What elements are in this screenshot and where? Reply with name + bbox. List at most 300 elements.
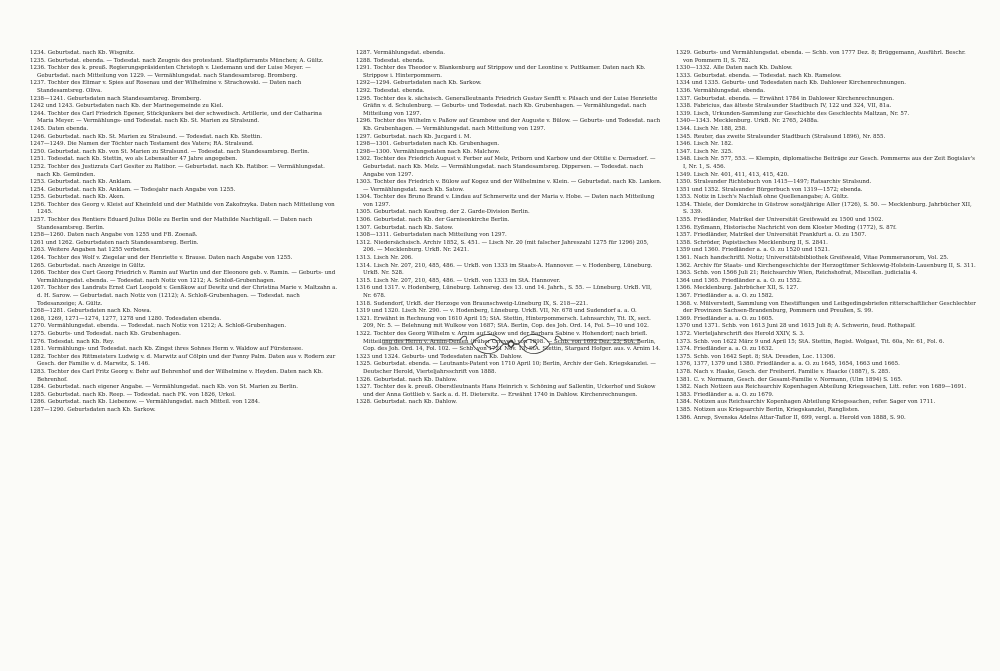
note-entry [30,323,338,331]
note-number: 1266. [30,270,46,277]
note-number: 1308—1311. [356,232,392,239]
note-number: 1246. [30,133,46,140]
note-number: 1356. [676,224,692,231]
note-entry [676,187,976,195]
note-number: 1325. [356,361,372,368]
note-text: Tochter des k. preuß. Regierungspräsidenten Christoph v. Liedemann und der Luise Meyer. — Geburtsdat. nach Mitteilung von 1229. — Vermählungsdat. nach Standesamtsreg. Bromberg. [37,65,311,79]
note-text: Todesdaten ebenda. [165,315,222,322]
note-text: Tochter des Bruno Brand v. Lindau auf Schmerwitz und der Maria v. Hobe. — Daten nach Mitteilung von 1297. [363,194,655,208]
note-text: Tochter des Friedrich v. Bülow auf Kogez und der Wilhelmine v. Klein. — Geburtsdat. nach Kb. Lanken. — Vermählungsdat. nach Kb. Satow. [363,179,662,193]
note-text: Geburtsdaten nach Kb. Sarkow. [393,80,482,87]
note-entry [30,96,338,104]
note-text: Archiv für Staats- und Kirchengeschichte der Herzogtümer Schleswig-Holstein-Lauenburg II, S. 311. [693,262,976,269]
note-text: Tochter des Curt Georg Friedrich v. Ramin auf Wartin und der Eleonore geb. v. Ramin. — Geburts- und Vermählungsdat. ebenda. — Todesdat. nach Notiz von 1212; A. Schloß-Grubenhagen. [37,270,336,284]
note-number: 1298—1301. [356,141,392,148]
note-number: 1382. [676,384,692,391]
note-text: Lisch, Urkunden-Sammlung zur Geschichte des Geschlechts Maltzan, Nr. 57. [693,110,910,117]
note-number: 1235. [30,57,46,64]
note-number: 1295. [356,95,372,102]
note-number: 1355. [676,217,692,224]
note-entry [676,73,976,81]
note-entry [356,141,662,149]
note-number: 1375. [676,353,692,360]
note-text: Vermählungsdaten nach Kb. Malchow. [393,148,501,155]
note-text: Reuter, das zweite Stralsunder Stadtbuch (Stralsund 1896), Nr. 855. [693,133,886,140]
note-text: Geburtsdat. nach Kb. Anklam. — Todesjahr nach Angabe von 1255. [47,186,236,193]
note-number: 1254. [30,186,46,193]
note-number: 1347. [676,148,692,155]
note-number: 1316 und 1317. [356,285,400,292]
note-text: Tochter des Carl Friedrich Egener, Stückjunkers bei der schwedisch. Artillerie, und der Catharina Maria Meyer. — Vermählungs- und Todesdat. nach Kb. St. Marien zu Stralsund. [37,110,322,125]
note-number: 1318. [356,300,372,307]
note-entry [30,399,338,407]
note-entry [30,331,338,339]
note-text: Nach v. Haake, Gesch. der Freiherrl. Familie v. Haacke (1887), S. 285. [693,368,891,375]
note-number: 1275. [30,330,46,337]
note-entry [356,65,662,80]
note-number: 1276. [30,338,46,345]
note-number: 1312. [356,239,372,246]
note-entry [676,179,976,187]
note-text: Tochter des Rentiers Eduard Julius Dölle zu Berlin und der Mathilde Nachtigall. — Daten nach Standesamtsreg. Berlin. [37,217,313,231]
note-number: 1370 und 1371. [676,323,720,330]
note-text: Schb. von 1613 Juni 28 und 1615 Juli 8; A. Schwerin, feud. Rothspalf. [721,323,916,330]
decorative-ornament [380,328,642,360]
note-text: Alle Daten nach Kb. Dahlow. [713,65,793,72]
note-text: Geburtsdat. nach Kb. Anklam. [47,179,132,186]
note-number: 1296. [356,118,372,125]
note-number: 1327. [356,384,372,391]
note-text: Geburtsdat. ebenda. — Todesdat. nach Kb. Ramelow. [693,72,842,79]
note-number: 1251. [30,156,46,163]
note-text: Friedländer a. a. O. zu 1679. [693,391,774,398]
note-entry [676,134,976,142]
note-text: Geburtsdaten nach Mitteilung von 1297. [393,232,507,239]
note-text: Lisch Nr. 290. — v. Hodenberg, Lüneburg. UrkB. VII, Nr. 678 und Sudendorf a. a. O. [401,308,637,315]
note-text: Geburtsdat. nach Anzeige in Gültz. [47,262,146,269]
note-entry [676,285,976,293]
note-number: 1307. [356,224,372,231]
note-number: 1330—1332. [676,65,712,72]
note-entry [676,361,976,369]
note-text: Nach Notizen aus Reichsarchiv Kopenhagen Abteilung Kriegssachen, Litt. refer. von 1689—1691. [693,384,967,391]
note-number: 1354. [676,201,692,208]
column-left [30,50,338,415]
note-number: 1314. [356,262,372,269]
note-text: Friedländer, Matrikel der Universität Frankfurt a. O. zu 1507. [693,232,867,239]
note-text: Friedländer a. a. O. zu 1645, 1654, 1663 und 1665. [756,361,900,368]
note-text: Lisch Nr. 325. [693,148,733,155]
note-number: 1313. [356,255,372,262]
note-number: 1321. [356,315,372,322]
note-entry [30,339,338,347]
note-entry [356,149,662,157]
note-text: Tochter des k. sächsisch. Generalleutnants Friedrich Gustav Senfft v. Pilsach und der Luise Henriette Gräfin v. d. Schulenburg. — Geburts- und Todesdat. nach Kb. Grubenhagen. — Vermählungsdat. nach Mitteilung von 1297. [363,95,658,117]
note-text: Geburtsdat. nach Kb. Jucgard i. M. [373,133,472,140]
note-number: 1378. [676,368,692,375]
note-number: 1265. [30,262,46,269]
note-entry [676,202,976,217]
note-text: Daten ebenda. [47,125,89,132]
note-number: 1268—1281. [30,308,66,315]
note-text: Geburts- und Todesdat. nach Kb. Grubenhagen. [47,330,181,337]
note-text: Notizen aus Reichsarchiv Kopenhagen Abteilung Kriegssachen, refer. Sager von 1711. [693,399,936,406]
note-entry [676,323,976,331]
note-entry [676,263,976,271]
note-entry [30,179,338,187]
note-text: Lisch Nr. 188, 258. [693,125,747,132]
note-entry [30,187,338,195]
note-number: 1287. [356,50,372,56]
note-number: 1374. [676,346,692,353]
note-number: 1333. [676,72,692,79]
note-entry [356,88,662,96]
note-entry [356,194,662,209]
note-text: Schb. von 1566 Juli 21; Reichsarchiv Wien, Reichshofrat, Miscellan. judicialia 4. [693,270,918,277]
note-number: 1381. [676,376,692,383]
note-text: Geburtsdat. nach Kb. Wisgnitz. [47,50,135,56]
note-number: 1315. [356,277,372,284]
note-number: 1252. [30,163,46,170]
note-entry [30,240,338,248]
note-text: Notiz in Lisch's Nachlaß ohne Quellenangabe; A. Gültz. [693,194,849,201]
note-number: 1257. [30,217,46,224]
note-entry [676,346,976,354]
note-text: Tochter des Wilhelm v. Paßow auf Grambow und der Auguste v. Bülow. — Geburts- und Todesdat. nach Kb. Grubenhagen. — Vermählungsdat. nach Mitteilung von 1297. [363,118,661,132]
note-text: Friedländer a. a. O. zu 1605. [693,315,774,322]
note-text: Vermählungs- und Todesdat. nach Kb. Zingst ihres Sohnes Herm v. Waldow auf Fürstensee. [47,346,304,353]
note-number: 1376, 1377, 1379 und 1380. [676,361,755,368]
note-entry [676,50,976,65]
note-number: 1286. [30,399,46,406]
note-text: Stralsunder Richtebuch von 1415—1497; Ratsarchiv Stralsund. [693,179,872,186]
note-entry [676,141,976,149]
note-entry [676,80,976,88]
note-entry [676,255,976,263]
note-entry [30,134,338,142]
note-number: 1386. [676,414,692,421]
note-number: 1353. [676,194,692,201]
note-number: 1336. [676,87,692,94]
note-text: Tochter des k. preuß. Oberstleutnants Hans Heinrich v. Schöning auf Sallentin, Uckerhof und Sukow und der Anna Gottlieb v. Sack a. d. H. Dietersitz. — Erwähnt 1740 in Dahlow. Kirchenrechnungen. [363,384,656,398]
note-text: Geburtsdaten nach Kb. Nowa. [67,308,152,315]
note-text: Friedländer, Matrikel der Universität Greifswald zu 1500 und 1502. [693,217,884,224]
note-entry [30,263,338,271]
note-text: Tochter des Georg v. Kleist auf Kheinfeld und der Mathilde von Zakofrzyka. Daten nach Mitteilung von 1245. [37,201,335,216]
note-entry [30,126,338,134]
note-text: Sudendorf, UrkB. der Herzoge von Braunschweig-Lüneburg IX, S. 218—221. [373,300,589,307]
note-number: 1234. [30,50,46,56]
note-text: C. v. Normann, Gesch. der Gesamt-Familie v. Normann, (Ulm 1894) S. 165. [693,376,903,383]
note-number: 1367. [676,293,692,299]
note-number: 1302. [356,156,372,163]
note-number: 1297. [356,133,372,140]
note-number: 1237. [30,80,46,87]
note-entry [30,247,338,255]
note-text: Tochter des Friedrich August v. Ferber auf Melz, Priborn und Karbow und der Ottilie v. Dernsdorf. — Geburtsdat. nach Kb. Melz. — Vermählungsdat. nach Standesamtsreg. Dippersen. — Todesdat. nach Angabe von 1297. [363,156,656,178]
note-text: Die Namen der Töchter nach Testament des Vaters; RA. Stralsund. [67,141,254,148]
note-text: Friedländer a. a. O. zu 1520 und 1521. [721,247,830,254]
note-entry [356,399,662,407]
note-text: Tochter des Elimar v. Spies auf Rosenau und der Wilhelmine v. Strachowski. — Daten nach Standesamtsreg. Oliva. [37,80,302,94]
note-text: Fabricius, das älteste Stralsunder Stadtbuch IV, 122 und 324, VII, 81a. [693,103,892,110]
note-number: 1292—1294. [356,80,392,87]
note-number: 1358. [676,239,692,246]
note-number: 1338. [676,103,692,110]
note-number: 1247—1249. [30,141,66,148]
note-text: Geburtsdat. nach Kb. Dahlow. [373,376,458,383]
note-entry [30,80,338,95]
note-number: 1238—1241. [30,95,66,102]
note-text: Geburtsdaten nach Kb. der Marinegemeinde zu Kiel. [75,103,224,110]
note-number: 1298—1300. [356,148,392,155]
note-entry [356,361,662,376]
note-number: 1303. [356,179,372,186]
note-number: 1261 und 1262. [30,239,74,246]
note-number: 1263. [30,247,46,254]
note-entry [30,50,338,58]
note-number: 1287—1290. [30,406,66,413]
note-number: 1339. [676,110,692,117]
note-number: 1349. [676,171,692,178]
note-text: Friedländer a. a. O. zu 1552. [721,277,802,284]
note-entry [30,270,338,285]
note-text: Geburtsdat. nach Kb. Satow. [373,224,454,231]
note-text: Friedländer a. a. O. zu 1582. [693,293,774,299]
note-number: 1288. [356,57,372,64]
note-text: Friedländer a. a. O. zu 1632. [693,346,774,353]
note-entry [676,111,976,119]
note-entry [356,118,662,133]
note-number: 1329. [676,50,692,56]
note-number: 1304. [356,194,372,201]
note-text: Geburtsdaten nach Kb. Sarkow. [67,406,156,413]
note-text: Todesdat. ebenda. [373,87,425,94]
note-text: Geburtsdaten nach Standesamtsreg. Berlin. [75,239,199,246]
note-entry [30,308,338,316]
note-number: 1337. [676,95,692,102]
note-entry [356,80,662,88]
note-entry [676,118,976,126]
note-number: 1244. [30,110,46,117]
note-text: Todesdat. nach Kb. Stettin, wo als Lebensalter 47 Jahre angegeben. [47,156,238,163]
note-entry [356,278,662,286]
note-text: Vierteljahrschrift des Herold XXIV, S. 3. [693,330,805,337]
note-text: Lisch Nr. 207, 210, 485, 486. — UrkB. von 1333 im Staats-A. Hannover. — v. Hodenberg, Lüneburg. UrkB. Nr. 528. [363,262,653,277]
note-number: 1357. [676,232,692,239]
note-text: Weitere Angaben hat 1255 verbeten. [47,247,151,254]
note-entry [676,369,976,377]
note-text: Geburts- und Todesdaten nach Kb. Dahlower Kirchenrechnungen. [721,80,906,87]
note-number: 1359 und 1360. [676,247,720,254]
note-entry [356,240,662,255]
note-text: Todesdat. ebenda. [373,57,425,64]
note-entry [356,134,662,142]
note-number: 1326. [356,376,372,383]
note-number: 1255. [30,194,46,201]
note-text: Geburtsdat. nach eigener Angabe. — Vermählungsdat. nach Kb. von St. Marien zu Berlin. [47,384,298,391]
note-entry [676,126,976,134]
note-entry [30,285,338,308]
note-text: Notizen aus Kriegsarchiv Berlin, Kriegskanzlei, Ranglisten. [693,406,860,413]
note-number: 1306. [356,217,372,224]
note-number: 1323 und 1324. [356,353,400,360]
note-entry [676,301,976,316]
note-number: 1281. [30,346,46,353]
note-entry [676,316,976,324]
note-text: Geburts- und Vermählungsdat. ebenda. — Schb. von 1777 Dez. 8; Brüggemann, Ausführl. Beschr. von Pommern II, S. 782. [683,50,966,64]
note-entry [356,255,662,263]
note-entry [30,202,338,217]
note-number: 1267. [30,285,46,292]
note-entry [676,194,976,202]
note-text: Daten nach Angabe von 1255 und FB. Zoenaß. [67,232,198,239]
note-text: Eyßmann, Historische Nachricht von dem Kloster Meding (1772), S. 87f. [693,224,897,231]
note-number: 1253. [30,179,46,186]
note-number: 1285. [30,391,46,398]
note-entry [676,172,976,180]
note-text: Nach handschriftl. Notiz; Universitätsbibliothek Greifswald, Vitae Pommeranorum, Vol. 25. [693,255,949,262]
note-text: Geburtsdat. nach Kb. Dahlow. [373,399,458,406]
note-number: 1305. [356,209,372,216]
note-entry [30,58,338,66]
note-text: Stralsunder Bürgerbuch von 1319—1572; ebenda. [721,186,863,193]
note-entry [676,293,976,301]
note-text: Erwähnt in Rechnung von 1610 April 15; StA. Stettin, Hinterpommersch. Lehnsarchiv, Tit. IX, sect. 209, Nr. 5. — Belehnung mit Wulkow von 1687; StA. Berlin, Cop. des Joh. Ord. 14, Fol. 5—10 und 102. [363,315,651,330]
note-text: Geburts- und Todesdaten nach Kb. Dahlow. [401,353,523,360]
note-number: 1242 und 1243. [30,103,74,110]
note-entry [356,96,662,119]
note-text: Lisch Nr. 577, 553. — Klempin, diplomatische Beiträge zur Gesch. Pommerns aus der Zeit Bogislav's I, Nr. 1, S. 456. [683,156,975,170]
note-number: 1346. [676,141,692,148]
note-text: Tochter des Landrats Ernst Carl Leopold v. Genßkow auf Dewitz und der Christina Marie v. Maltzahn a. d. H. Sarow. — Geburtsdat. nach Notiz von (1212); A. Schloß-Grubenhagen. — Todesdat. nach Todesanzeige; A. Gültz. [37,285,338,307]
note-text: Schröder, Papistisches Mecklenburg II, S. 2841. [693,239,828,246]
note-entry [30,164,338,179]
note-number: 1250. [30,148,46,155]
note-number: 1366. [676,285,692,292]
note-number: 1264. [30,255,46,262]
note-number: 1328. [356,399,372,406]
note-entry [30,217,338,232]
note-entry [676,339,976,347]
note-text: Tochter des Wolf v. Ziegelar und der Henriette v. Brause. Daten nach Angabe von 1255. [47,255,293,262]
note-number: 1256. [30,201,46,208]
note-text: Lisch Nr. 206. [373,255,413,262]
note-entry [356,301,662,309]
note-text: Tochter des Justizrats Carl Gesiter zu Ratibor. — Geburtsdat. nach Kb. Ratibor. — Vermählungsdat. nach Kb. Gemünden. [37,163,325,178]
note-entry [30,369,338,384]
note-text: Geburtsdat. ebenda. — Erwähnt 1784 in Dahlower Kirchenrechnungen. [693,95,894,102]
note-text: Schb. von 1642 Sept. 8; StA. Dresden, Loc. 11306. [693,353,836,360]
note-entry [676,354,976,362]
note-entry [30,141,338,149]
note-entry [30,392,338,400]
note-text: Tochter des Carl Fritz Georg v. Behr auf Behrenhof und der Wilhelmine v. Heyden. Daten nach Kb. Behrenhof. [37,368,323,383]
note-number: 1350. [676,179,692,186]
note-entry [30,232,338,240]
note-entry [30,354,338,369]
note-text: Geburtsdat. nach Kb. der Garnisonkirche Berlin. [373,217,510,224]
note-number: 1236. [30,65,46,72]
note-text: Geburtsdaten nach Standesamtsreg. Bromberg. [67,95,202,102]
note-text: Vermählungsdat. ebenda. [693,87,765,94]
note-number: 1345. [676,133,692,140]
note-number: 1368. [676,300,692,307]
note-entry [30,384,338,392]
note-entry [30,103,338,111]
note-number: 1245. [30,125,46,132]
note-text: Geburtsdaten nach Kb. Grubenhagen. [393,141,500,148]
note-entry [30,346,338,354]
note-entry [676,96,976,104]
note-entry [676,392,976,400]
note-entry [356,58,662,66]
note-number: 1385. [676,406,692,413]
note-number: 1283. [30,368,46,375]
note-entry [30,316,338,324]
note-number: 1340—1343. [676,118,712,125]
note-number: 1384. [676,399,692,406]
note-number: 1383. [676,391,692,398]
note-entry [676,331,976,339]
note-entry [676,225,976,233]
note-text: Schb. von 1622 März 9 und April 15; StA. Stettin, Regist. Wolgast, Tit. 60a, Nr. 61, Fol. 6. [693,338,945,345]
note-number: 1292. [356,87,372,94]
note-entry [30,194,338,202]
note-text: Thiele, der Domkirche in Güstrow sonstjährige Aller (1726), S. 50. — Mecklenburg. Jahrbücher XII, S. 339. [683,201,972,216]
note-number: 1291. [356,65,372,72]
note-number: 1351 und 1352. [676,186,720,193]
note-text: Anrep, Svenska Adelns Attar-Taflor II, 699, vergl. a. Herold von 1888, S. 90. [693,414,906,421]
note-entry [676,247,976,255]
note-text: Geburtsdat. nach Kb. Aken. [47,194,125,201]
note-entry [30,149,338,157]
note-entry [676,377,976,385]
note-text: Niedersächsisch. Archiv 1852, S. 451. — Lisch Nr. 20 (mit falscher Jahreszahl 1275 für 1296) 205, 206. — Mecklenburg. UrkB. Nr. 2421. [363,239,649,254]
note-entry [676,384,976,392]
note-number: 1322. [356,330,372,337]
note-text: Geburtsdat. ebenda. — Todesdat. nach Zeugnis des protestant. Stadtpfarramts München; A. Gültz. [47,57,324,64]
note-entry [676,88,976,96]
note-number: 1361. [676,255,692,262]
note-entry [676,232,976,240]
note-entry [356,285,662,300]
note-entry [30,156,338,164]
note-number: 1319 und 1320. [356,308,400,315]
note-text: Tochter des Theodor v. Blankenburg auf Strippow und der Leontine v. Puttkamer. Daten nach Kb. Strippow i. Hinterpommern. [363,65,646,79]
note-number: 1268, 1269, 1271—1274, 1277, 1278 und 1280. [30,315,164,322]
note-number: 1363. [676,270,692,277]
note-entry [356,50,662,58]
note-text: Vermählungsdat. ebenda. [373,50,445,56]
note-entry [356,263,662,278]
note-number: 1373. [676,338,692,345]
note-text: Lisch Nr. 207, 210, 485, 486. — UrkB. von 1333 im StA. Hannover. [373,277,561,284]
note-text: Geburtsdat. nach Kaufreg. der 2. Garde-Division Berlin. [373,209,530,216]
note-entry [676,65,976,73]
note-text: Tochter des Georg Wilhelm v. Arnim auf Sukow und der Barbara Sabine v. Hohendorf; nach briefl. Mitteilung des Herrn v. Arnim-Denlen (früher Crieven) von 1898. — Schb. von 1692 Dez. 23; StA. Berlin, Cop. des Joh. Ord. 14, Fol. 102. — Schb. von 1721 Nov. 13; StA. Stettin, Stargard Hofger. aus. v. Arnim 14. [363,330,661,353]
note-entry [676,240,976,248]
note-entry [356,156,662,179]
note-entry [30,255,338,263]
note-number: 1258—1260. [30,232,66,239]
note-entry [30,407,338,415]
note-text: Mecklenburg. Jahrbücher XII, S. 127. [693,285,799,292]
note-text: v. Hodenberg, Lüneburg. Lehnsreg. des 13. und 14. Jahrh., S. 55. — Lüneburg. UrkB. VII, Nr. 678. [363,285,652,299]
note-entry [676,278,976,286]
note-number: 1364 und 1365. [676,277,720,284]
note-entry [356,179,662,194]
